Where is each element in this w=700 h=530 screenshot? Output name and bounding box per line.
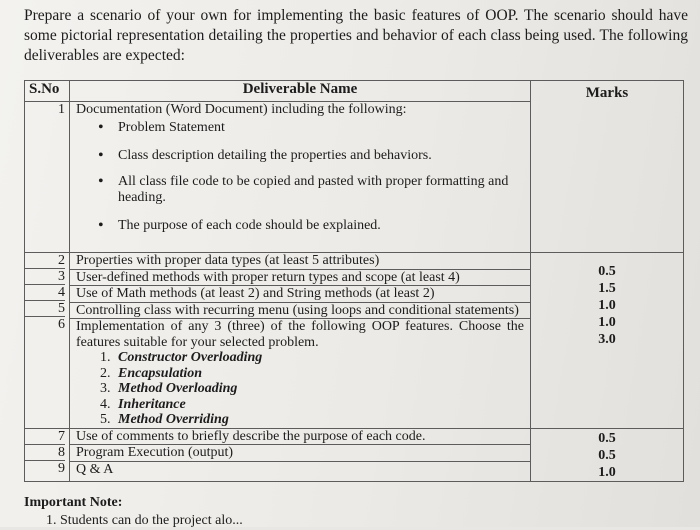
- mark-value: 0.5: [598, 430, 616, 446]
- row-sno: 9: [58, 460, 65, 476]
- bullet-list: [76, 120, 530, 234]
- row-sno: 5: [25, 301, 65, 317]
- table-header-row: [25, 81, 684, 102]
- deliverable-text: Program Execution (output): [70, 445, 530, 462]
- deliverable-text: Q & A: [76, 461, 114, 477]
- table-row: [25, 253, 684, 429]
- mark-value: 1.5: [598, 281, 616, 296]
- deliverables-table: [24, 80, 684, 482]
- note-item: 1. Students can do the project alo...: [46, 513, 243, 528]
- mark-value: 1.0: [598, 315, 616, 330]
- marks-tail: [531, 428, 684, 481]
- list-item: 5. Method Overriding: [100, 412, 229, 427]
- row-sno: 7: [25, 429, 65, 445]
- header-deliverable-name: Deliverable Name: [70, 81, 531, 102]
- list-item: 3. Method Overloading: [100, 381, 238, 396]
- deliverable-text: User-defined methods with proper return types and scope (at least 4): [70, 270, 530, 287]
- deliverable-text: Documentation (Word Document) including the following:: [76, 102, 407, 117]
- feature-list: [76, 350, 530, 428]
- header-marks: Marks: [531, 81, 684, 253]
- row-sno-tail: [25, 428, 70, 481]
- mark-value: 1.0: [598, 464, 616, 480]
- list-item: 4. Inheritance: [100, 396, 186, 412]
- important-note: [24, 494, 243, 530]
- row-deliverable: [70, 102, 531, 253]
- mark-value: 3.0: [598, 332, 616, 347]
- row-deliverable-tail: [70, 428, 531, 481]
- row-sno: 1: [25, 102, 70, 253]
- row-sno: 8: [25, 445, 65, 461]
- deliverable-text: Controlling class with recurring menu (using loops and conditional statements): [70, 303, 530, 320]
- mark-value: 0.5: [598, 264, 616, 279]
- list-item: 1. Constructor Overloading: [100, 350, 263, 365]
- list-item: • The purpose of each code should be explained.: [98, 218, 530, 234]
- note-title: Important Note:: [24, 495, 123, 510]
- row-sno: 2: [25, 253, 65, 269]
- row-sno-group: [25, 253, 70, 429]
- list-item: 2. Encapsulation: [100, 365, 203, 381]
- row-sno: 3: [25, 269, 65, 285]
- header-sno: S.No: [25, 81, 70, 102]
- table-row: [25, 428, 684, 481]
- deliverable-text: Use of comments to briefly describe the purpose of each code.: [70, 429, 530, 446]
- mark-value: 0.5: [598, 447, 616, 463]
- intro-paragraph: Prepare a scenario of your own for implementing the basic features of OOP. The scenario should have some pictorial representation detailing the properties and behavior of each class being used. The following deliverables are expected:: [24, 7, 688, 64]
- list-item: • Class description detailing the properties and behaviors.: [98, 148, 530, 164]
- marks-group: [531, 253, 684, 429]
- row-deliverable-group: [70, 253, 531, 429]
- list-item: • All class file code to be copied and pasted with proper formatting and heading.: [98, 174, 528, 206]
- deliverable-text: Implementation of any 3 (three) of the following OOP features. Choose the features suitable for your selected problem.: [76, 319, 524, 350]
- row-sno: 4: [25, 285, 65, 301]
- mark-value: 1.0: [598, 298, 616, 313]
- deliverable-text: Use of Math methods (at least 2) and String methods (at least 2): [70, 286, 530, 303]
- row-sno: 6: [58, 317, 65, 332]
- deliverable-text: Properties with proper data types (at least 5 attributes): [70, 253, 530, 270]
- list-item: • Problem Statement: [98, 120, 530, 136]
